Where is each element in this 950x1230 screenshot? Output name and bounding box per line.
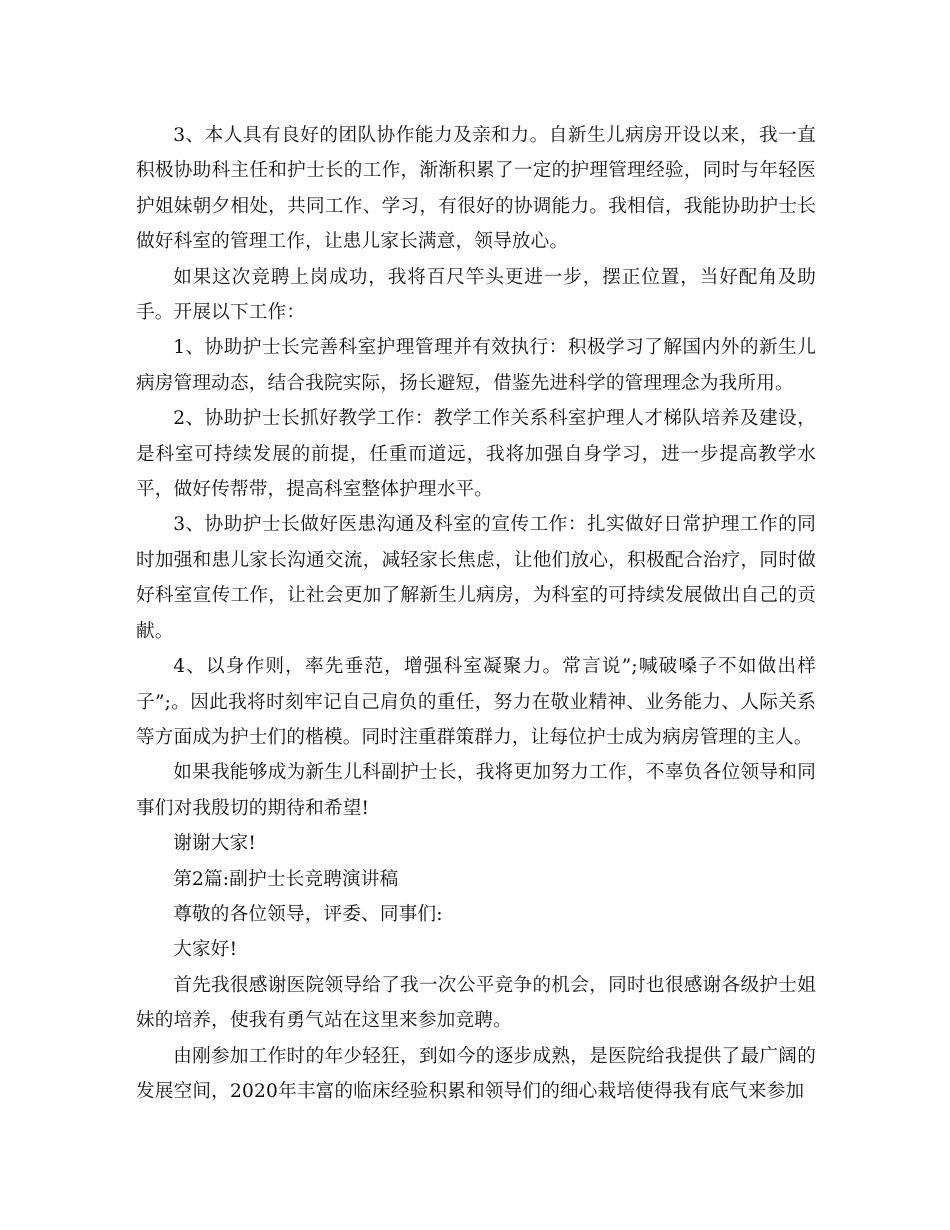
paragraph-plan-1: 1、协助护士长完善科室护理管理并有效执行：积极学习了解国内外的新生儿病房管理动态，结合我院实际，扬长避短，借鉴先进科学的管理理念为我所用。 xyxy=(136,337,816,394)
paragraph-plan-3: 3、协助护士长做好医患沟通及科室的宣传工作：扎实做好日常护理工作的同时加强和患儿家长沟通交流，减轻家长焦虑，让他们放心，积极配合治疗，同时做好科室宣传工作，让社会更加了解新生儿病房，为科室的可持续发展做出自己的贡献。 xyxy=(136,514,816,642)
paragraph-greeting: 大家好! xyxy=(173,939,238,961)
paragraph-growth: 由刚参加工作时的年少轻狂，到如今的逐步成熟，是医院给我提供了最广阔的发展空间，2020年丰富的临床经验积累和领导们的细心栽培使得我有底气来参加 xyxy=(136,1045,816,1102)
paragraph-teamwork: 3、本人具有良好的团队协作能力及亲和力。自新生儿病房开设以来，我一直积极协助科主任和护士长的工作，渐渐积累了一定的护理管理经验，同时与年轻医护姐妹朝夕相处，共同工作、学习，有很好的协调能力。我相信，我能协助护士长做好科室的管理工作，让患儿家长满意，领导放心。 xyxy=(136,125,816,253)
paragraph-thanks: 谢谢大家! xyxy=(173,833,257,855)
paragraph-plan-4: 4、以身作则，率先垂范，增强科室凝聚力。常言说”;喊破嗓子不如做出样子”;。因此我将时刻牢记自己肩负的重任，努力在敬业精神、业务能力、人际关系等方面成为护士们的楷模。同时注重群策群力，让每位护士成为病房管理的主人。 xyxy=(136,656,816,748)
document-body xyxy=(136,118,816,1109)
paragraph-gratitude: 首先我很感谢医院领导给了我一次公平竞争的机会，同时也很感谢各级护士姐妹的培养，使我有勇气站在这里来参加竞聘。 xyxy=(136,974,816,1032)
paragraph-salutation: 尊敬的各位领导，评委、同事们: xyxy=(173,903,443,925)
paragraph-plan-2: 2、协助护士长抓好教学工作：教学工作关系科室护理人才梯队培养及建设，是科室可持续发展的前提，任重而道远，我将加强自身学习，进一步提高教学水平，做好传帮带，提高科室整体护理水平。 xyxy=(136,408,816,501)
section-heading-2: 第2篇:副护士长竞聘演讲稿 xyxy=(173,868,399,890)
paragraph-closing: 如果我能够成为新生儿科副护士长，我将更加努力工作，不辜负各位领导和同事们对我殷切的期待和希望! xyxy=(136,762,816,819)
paragraph-plan-intro: 如果这次竞聘上岗成功，我将百尺竿头更进一步，摆正位置，当好配角及助手。开展以下工作： xyxy=(136,266,816,324)
